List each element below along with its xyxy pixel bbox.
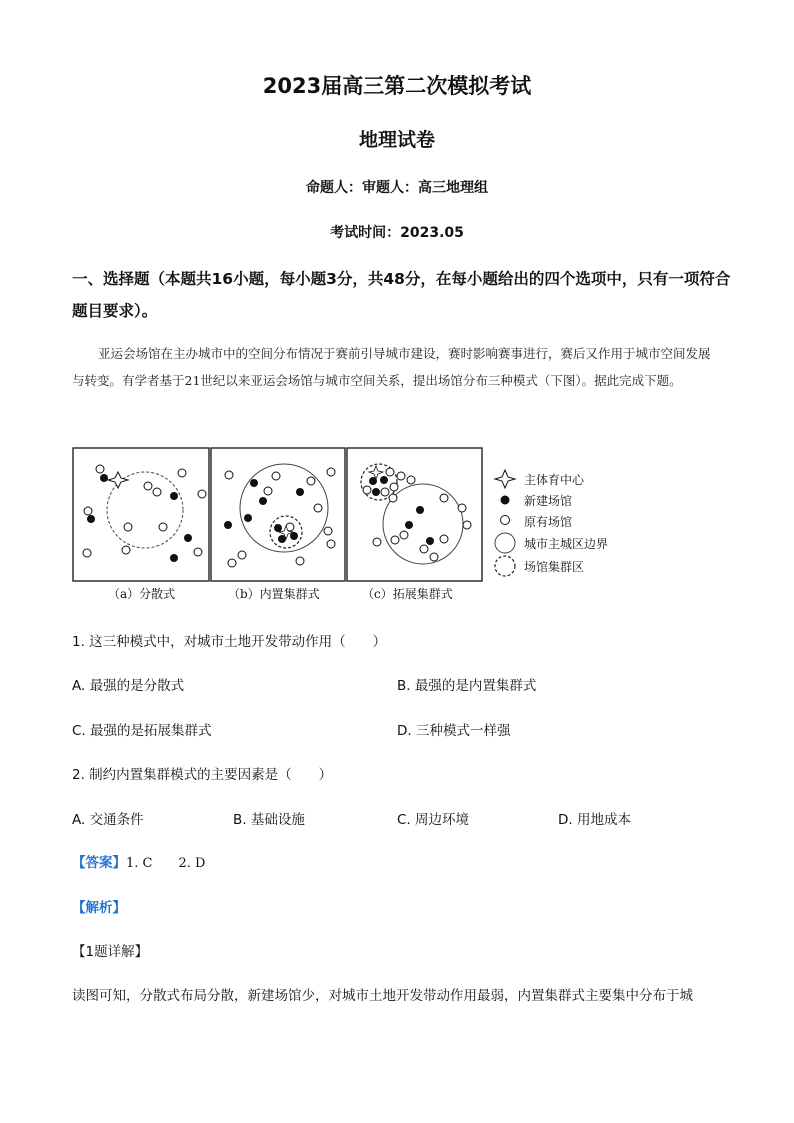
answer-line [72, 851, 205, 871]
panel-a-caption: （a）分散式 [108, 587, 176, 601]
answer-label: 【答案】 [72, 855, 126, 871]
analysis-label: 【解析】 [72, 900, 126, 916]
panel-c-caption: （c）拓展集群式 [362, 587, 453, 601]
legend-dashed-circle-icon [495, 556, 515, 576]
figure-legend [495, 470, 515, 576]
star-icon [108, 472, 128, 488]
legend-label-stadium: 主体育中心 [524, 473, 585, 487]
reading-passage: 亚运会场馆在主办城市中的空间分布情况于赛前引导城市建设，赛时影响赛事进行，赛后又作用于城市空间发展与转变。有学者基于21世纪以来亚运会场馆与城市空间关系，提出场馆分布三种模式（下图）。据此完成下题。 [72, 346, 711, 388]
legend-label-city-boundary: 城市主城区边界 [524, 537, 609, 551]
legend-label-new: 新建场馆 [524, 494, 573, 508]
section-heading: 一、选择题（本题共16小题，每小题3分，共48分，在每小题给出的四个选项中，只有一项符合题目要求）。 [72, 270, 731, 320]
question-2-option-c[interactable]: C. 周边环境 [397, 812, 470, 828]
exam-subtitle: 地理试卷 [358, 129, 435, 151]
question-2-option-b[interactable]: B. 基础设施 [233, 812, 305, 828]
panel-c [347, 448, 482, 581]
legend-label-existing: 原有场馆 [524, 515, 573, 529]
explanation-text: 读图可知，分散式布局分散，新建场馆少，对城市土地开发带动作用最弱，内置集群式主要集中分布于城 [72, 988, 693, 1004]
legend-filled-circle-icon [501, 496, 510, 505]
question-1-option-d[interactable]: D. 三种模式一样强 [397, 723, 511, 739]
question-1-option-c[interactable]: C. 最强的是拓展集群式 [72, 723, 212, 739]
legend-open-circle-icon [501, 516, 510, 525]
exam-time: 考试时间：2023.05 [330, 225, 464, 241]
question-2-option-a[interactable]: A. 交通条件 [72, 812, 144, 828]
detail-label: 【1题详解】 [72, 944, 149, 960]
panel-a [73, 448, 209, 581]
exam-authors: 命题人：审题人：高三地理组 [306, 180, 488, 196]
question-1-stem: 1. 这三种模式中，对城市土地开发带动作用（ ） [72, 634, 387, 650]
exam-title: 2023届高三第二次模拟考试 [262, 74, 532, 98]
legend-star-icon [495, 470, 515, 488]
panel-b [211, 448, 345, 581]
legend-label-cluster: 场馆集群区 [524, 560, 585, 574]
panel-b-caption: （b）内置集群式 [228, 587, 320, 601]
question-2-option-d[interactable]: D. 用地成本 [558, 812, 631, 828]
question-2-stem: 2. 制约内置集群模式的主要因素是（ ） [72, 767, 333, 783]
answer-text: 1. C 2. D [126, 856, 206, 871]
venue-distribution-figure [72, 446, 652, 612]
question-1-option-a[interactable]: A. 最强的是分散式 [72, 678, 185, 694]
question-1-option-b[interactable]: B. 最强的是内置集群式 [397, 678, 537, 694]
legend-large-circle-icon [495, 533, 515, 553]
